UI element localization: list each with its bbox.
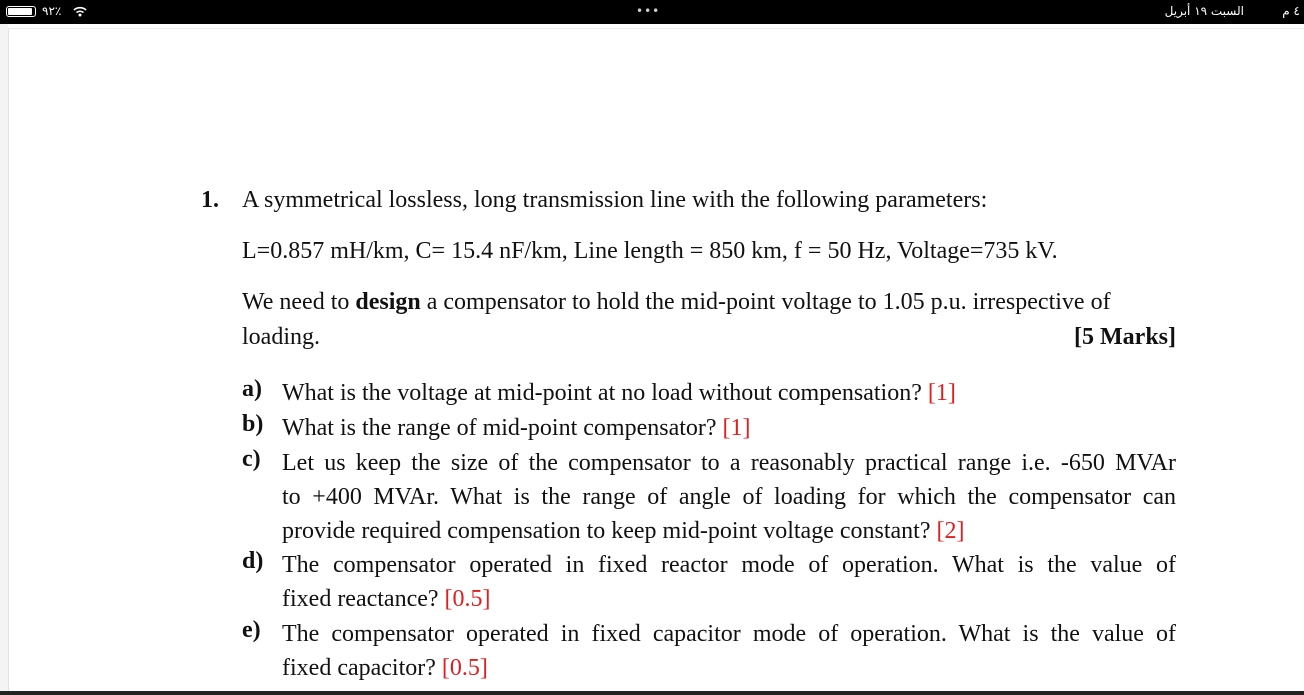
sub-question-mark: [1] <box>722 415 751 441</box>
battery-percent: ٩٢٪ <box>42 4 62 18</box>
sub-question-body <box>282 411 1176 445</box>
sub-question-mark: [0.5] <box>444 586 491 612</box>
sub-question-line: The compensator operated in fixed capacitor mode of operation. What is the value of <box>282 621 1176 647</box>
sub-question-line: Let us keep the size of the compensator to a reasonably practical range i.e. -650 MVAr <box>282 450 1176 476</box>
sub-question-text: What is the range of mid-point compensator? <box>282 415 723 441</box>
battery-icon <box>6 6 36 17</box>
design-prefix: We need to <box>242 289 356 315</box>
sub-question-line <box>282 514 1176 548</box>
question-intro: A symmetrical lossless, long transmission line with the following parameters: <box>242 187 988 213</box>
sub-question-mark: [1] <box>927 380 956 406</box>
design-line2: loading. <box>242 324 320 350</box>
sub-question-text: What is the voltage at mid-point at no load without compensation? <box>282 380 928 406</box>
sub-question-label: b) <box>242 411 264 437</box>
sub-question-label: d) <box>242 548 264 574</box>
sub-question-label: a) <box>242 376 262 402</box>
bottom-border <box>0 691 1304 695</box>
sub-question-text: fixed capacitor? <box>282 655 442 681</box>
status-bar <box>0 0 1304 24</box>
sub-question-line <box>282 411 1176 445</box>
sub-question-text: provide required compensation to keep mid-point voltage constant? <box>282 518 937 544</box>
sub-question-mark: [0.5] <box>441 655 488 681</box>
sub-question-body <box>282 617 1176 685</box>
design-statement-line2 <box>242 324 1176 351</box>
sub-question-body <box>282 548 1176 616</box>
sub-question-line <box>282 582 1176 616</box>
wifi-icon <box>72 3 88 19</box>
sub-question-line <box>282 651 1176 685</box>
sub-question-body <box>282 376 1176 410</box>
sub-question-mark: [2] <box>936 518 965 544</box>
page-left-edge <box>0 24 8 695</box>
multitasking-dots[interactable]: ••• <box>636 4 661 18</box>
sub-question-line: The compensator operated in fixed reactor mode of operation. What is the value of <box>282 552 1176 578</box>
sub-question-line <box>282 376 1176 410</box>
battery-fill <box>8 8 32 15</box>
sub-question-text: fixed reactance? <box>282 586 445 612</box>
question-number: 1. <box>201 187 219 213</box>
status-date: السبت ١٩ أبريل <box>1164 4 1244 18</box>
sub-question-label: c) <box>242 446 261 472</box>
design-statement <box>242 289 1176 316</box>
line-parameters: L=0.857 mH/km, C= 15.4 nF/km, Line length = 850 km, f = 50 Hz, Voltage=735 kV. <box>242 238 1058 264</box>
sub-question-label: e) <box>242 617 261 643</box>
total-marks: [5 Marks] <box>1074 324 1176 350</box>
status-time: ٤ م <box>1282 4 1300 18</box>
design-bold: design <box>355 289 421 315</box>
design-suffix: a compensator to hold the mid-point voltage to 1.05 p.u. irrespective of <box>420 289 1111 315</box>
sub-question-line: to +400 MVAr. What is the range of angle of loading for which the compensator can <box>282 484 1176 510</box>
sub-question-body <box>282 446 1176 548</box>
